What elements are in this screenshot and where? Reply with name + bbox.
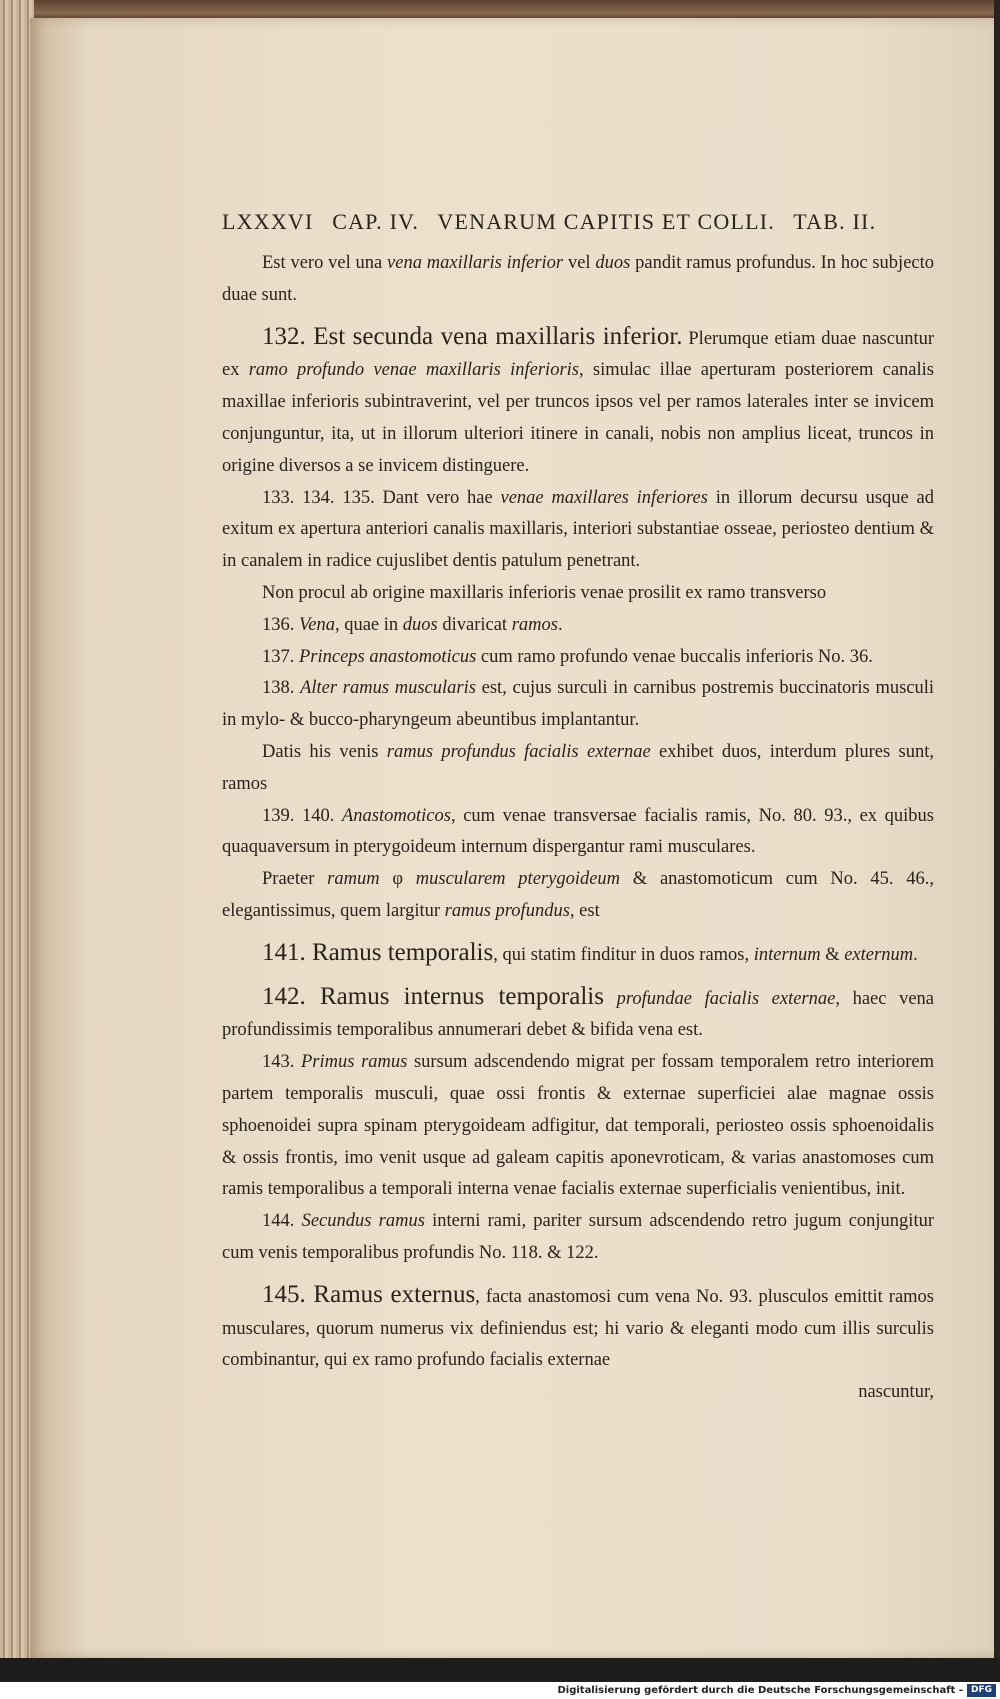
dfg-logo: DFG bbox=[967, 1684, 996, 1697]
plate-label: TAB. II. bbox=[793, 209, 877, 234]
page-number: LXXXVI bbox=[222, 209, 314, 234]
paragraph-138: 138. Alter ramus muscularis est, cujus surculi in carnibus postremis buccinatoris musculi in mylo- & bucco-pharyngeum abeuntibus implantantur. bbox=[222, 678, 935, 731]
paragraph-136: 136. Vena, quae in duos divaricat ramos. bbox=[262, 614, 563, 635]
digitization-footer bbox=[0, 1682, 1000, 1699]
paragraph-non-procul: Non procul ab origine maxillaris inferioris venae prosilit ex ramo transverso bbox=[262, 582, 827, 603]
paragraph-145: 145. Ramus externus, facta anastomosi cum vena No. 93. plusculos emittit ramos musculares, quorum numerus vix definiendus est; hi vario & eleganti modo cum illis surculis combinantur, qui ex ramo profundo facialis externae bbox=[222, 1280, 934, 1371]
paragraph-132: 132. Est secunda vena maxillaris inferior. Plerumque etiam duae nascuntur ex ramo profundo venae maxillaris inferioris, simulac illae aperturam posteriorem canalis maxillae inferioris subintraverint, vel per truncos ipsos vel per ramos laterales inter se invicem conjunguntur, ita, ut in illorum ulteriori itinere in canali, nobis non amplius liceat, truncos in origine diversos a se invicem distinguere. bbox=[222, 322, 935, 476]
running-header bbox=[222, 196, 934, 248]
paragraph-139: 139. 140. Anastomoticos, cum venae transversae facialis ramis, No. 80. 93., ex quibus quaquaversum in pterygoideum internum dispergantur rami musculares. bbox=[222, 805, 935, 858]
footer-credit: Digitalisierung gefördert durch die Deutsche Forschungsgemeinschaft - bbox=[557, 1685, 963, 1696]
paragraph-142: 142. Ramus internus temporalis profundae facialis externae, haec vena profundissimis temporalibus annumerari debet & bifida vena est. bbox=[222, 982, 934, 1041]
paragraph-143: 143. Primus ramus sursum adscendendo migrat per fossam temporalem retro interiorem partem temporalis musculi, quae ossi frontis & externae superficiei alae magnae ossis sphoenoidei supra spinam pterygoideam adfigitur, dat temporali, periosteo ossis sphoenoidalis & ossis frontis, imo venit usque ad galeam capitis aponevroticam, & varias anastomoses cum ramis temporalibus a temporali interna venae facialis externae superficialis venientibus, init. bbox=[222, 1052, 934, 1200]
chapter-label: CAP. IV. bbox=[332, 209, 420, 234]
book-page-edges bbox=[0, 0, 34, 1699]
paragraph-141: 141. Ramus temporalis, qui statim finditur in duos ramos, internum & externum. bbox=[262, 938, 918, 966]
paragraph-intro: Est vero vel una vena maxillaris inferior vel duos pandit ramus profundus. In hoc subjecto duae sunt. bbox=[222, 253, 935, 305]
paragraph-144: 144. Secundus ramus interni rami, pariter sursum adscendendo retro jugum conjungitur cum venis temporalibus profundis No. 118. & 122. bbox=[222, 1211, 934, 1263]
catchword: nascuntur, bbox=[858, 1382, 934, 1403]
chapter-title: VENARUM CAPITIS ET COLLI. bbox=[437, 209, 775, 234]
paragraph-133: 133. 134. 135. Dant vero hae venae maxillares inferiores in illorum decursu usque ad exitum ex apertura anteriori canalis maxillaris, interiori substantiae osseae, periosteo dentium & in canalem in radice cujuslibet dentis patulum penetrant. bbox=[222, 487, 935, 572]
page-text bbox=[222, 196, 934, 1409]
book-right-edge bbox=[994, 0, 1000, 1699]
paragraph-praeter: Praeter ramum φ muscularem pterygoideum & anastomoticum cum No. 45. 46., elegantissimus, quem largitur ramus profundus, est bbox=[222, 869, 934, 921]
paragraph-137: 137. Princeps anastomoticus cum ramo profundo venae buccalis inferioris No. 36. bbox=[262, 646, 873, 667]
paragraph-datis: Datis his venis ramus profundus facialis externae exhibet duos, interdum plures sunt, ramos bbox=[222, 741, 934, 794]
